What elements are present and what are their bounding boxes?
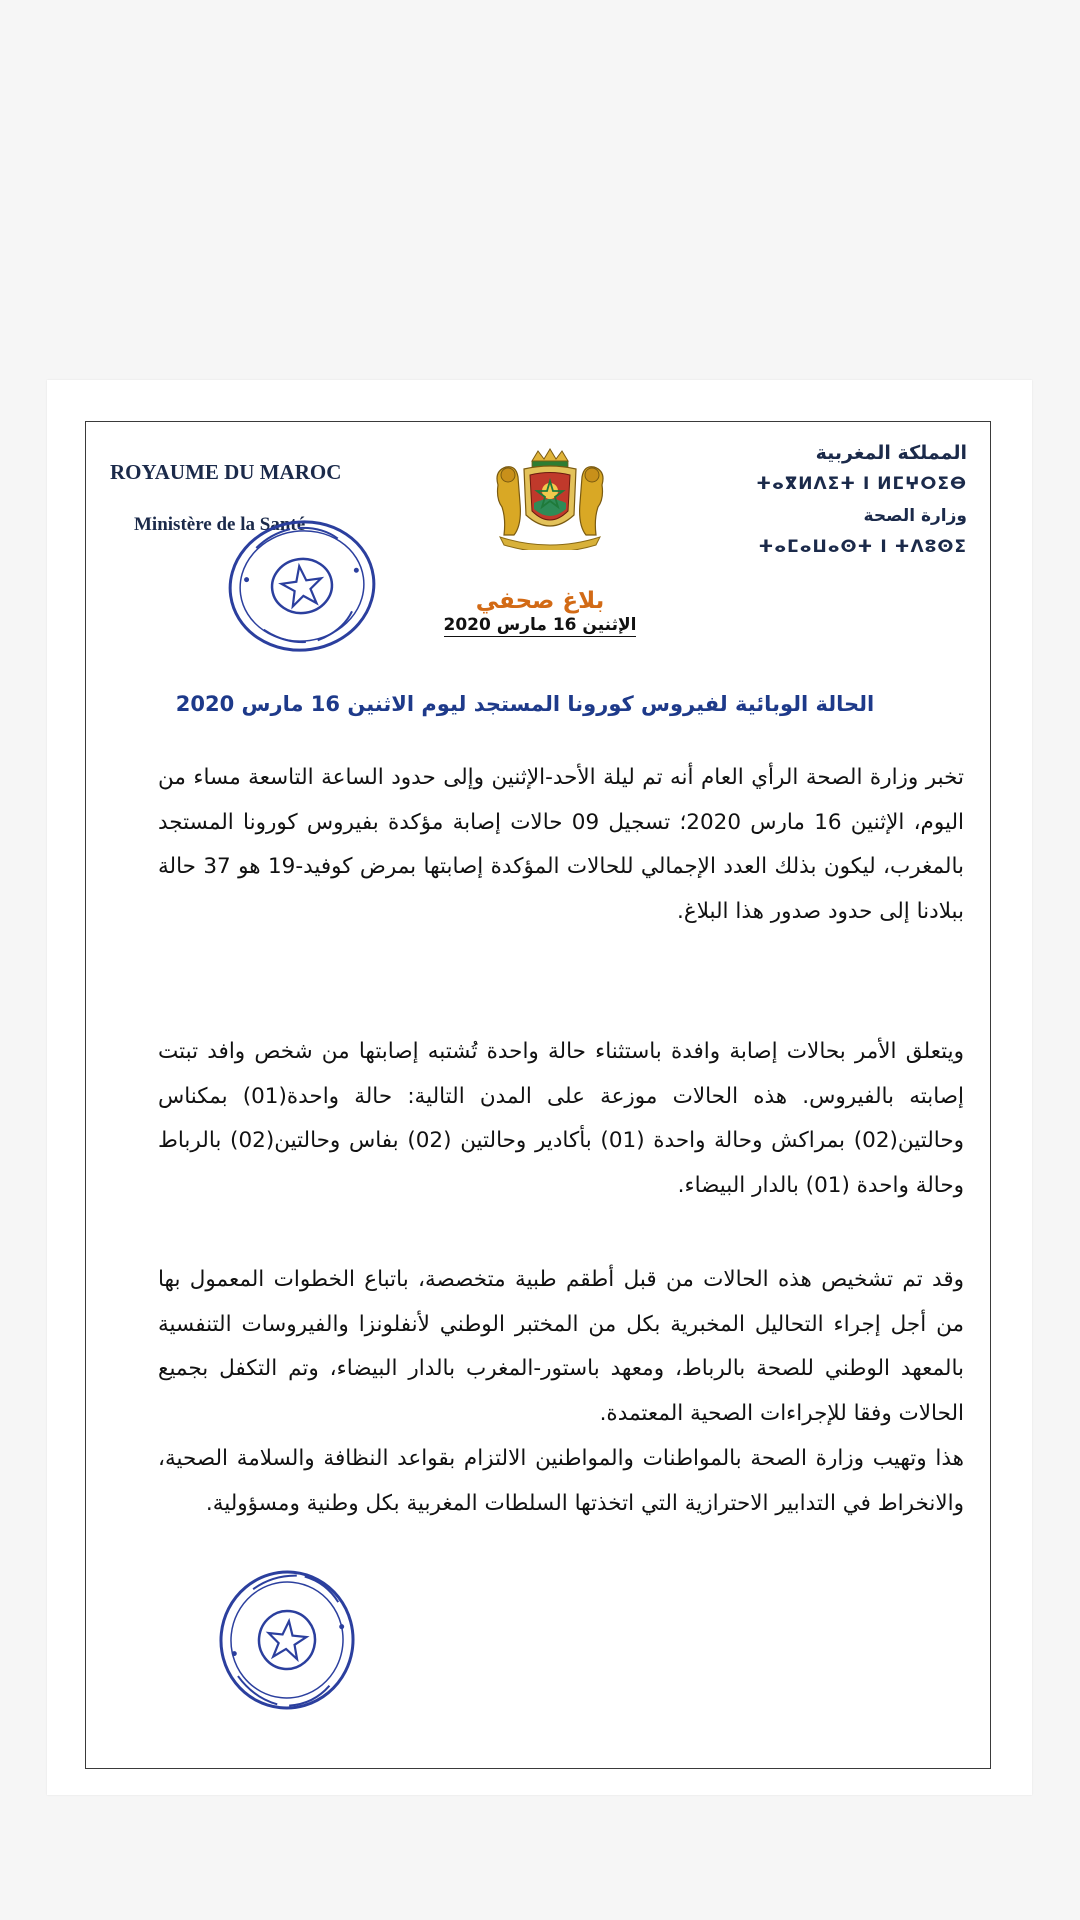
paragraph-2: ويتعلق الأمر بحالات إصابة وافدة باستثناء حالة واحدة تُشتبه إصابتها من شخص وافد تبتت إصابته بالفيروس. هذه الحالات موزعة على المدن التالية: حالة واحدة(01) بمكناس وحالتين(02) بمراكش وحالة واحدة (01) بأكادير وحالتين (02) بفاس وحالتين(02) بالرباط وحالة واحدة (01) بالدار البيضاء. <box>158 1039 965 1198</box>
paragraph-1: تخبر وزارة الصحة الرأي العام أنه تم ليلة الأحد-الإثنين وإلى حدود الساعة التاسعة مساء من اليوم، الإثنين 16 مارس 2020؛ تسجيل 09 حالات إصابة مؤكدة بفيروس كورونا المستجد بالمغرب، ليكون بذلك العدد الإجمالي للحالات المؤكدة إصابتها بمرض كوفيد-19 هو 37 حالة ببلادنا إلى حدود صدور هذا البلاغ. <box>158 765 964 924</box>
header-fr-ministry: Ministère de la Santé <box>134 514 306 535</box>
header-ar-ministry: وزارة الصحة <box>863 506 967 526</box>
paragraph-3: وقد تم تشخيص هذه الحالات من قبل أطقم طبية متخصصة، باتباع الخطوات المعمول بها من أجل إجراء التحاليل المخبرية بكل من المختبر الوطني لأنفلونزا والفيروسات التنفسية بالمعهد الوطني للصحة بالرباط، ومعهد باستور-المغرب بالدار البيضاء، وتم التكفل بجميع الحالات وفقا للإجراءات الصحية المعتمدة. <box>158 1267 964 1426</box>
coat-of-arms-logo <box>486 445 614 550</box>
communique-date <box>0 615 1080 635</box>
header-ar-kingdom: المملكة المغربية <box>815 442 967 464</box>
communique-title: بلاغ صحفي <box>475 588 605 614</box>
communique-date-text: الإثنين 16 مارس 2020 <box>443 615 637 635</box>
document-heading: الحالة الوبائية لفيروس كورونا المستجد ليوم الاثنين 16 مارس 2020 <box>175 692 875 716</box>
ministry-stamp-seal <box>218 512 386 660</box>
ministry-stamp-seal-bottom <box>212 1563 362 1718</box>
paragraph-4: هذا وتهيب وزارة الصحة بالمواطنات والمواطنين الالتزام بقواعد النظافة والسلامة الصحية، والانخراط في التدابير الاحترازية التي اتخذتها السلطات المغربية بكل وطنية ومسؤولية. <box>158 1446 964 1516</box>
header-fr-kingdom: ROYAUME DU MAROC <box>110 460 342 484</box>
header-tifinagh-kingdom: ⵜⴰⴳⵍⴷⵉⵜ ⵏ ⵍⵎⵖⵔⵉⴱ <box>756 474 967 494</box>
header-tifinagh-ministry: ⵜⴰⵎⴰⵡⴰⵙⵜ ⵏ ⵜⴷⵓⵙⵉ <box>758 537 967 557</box>
